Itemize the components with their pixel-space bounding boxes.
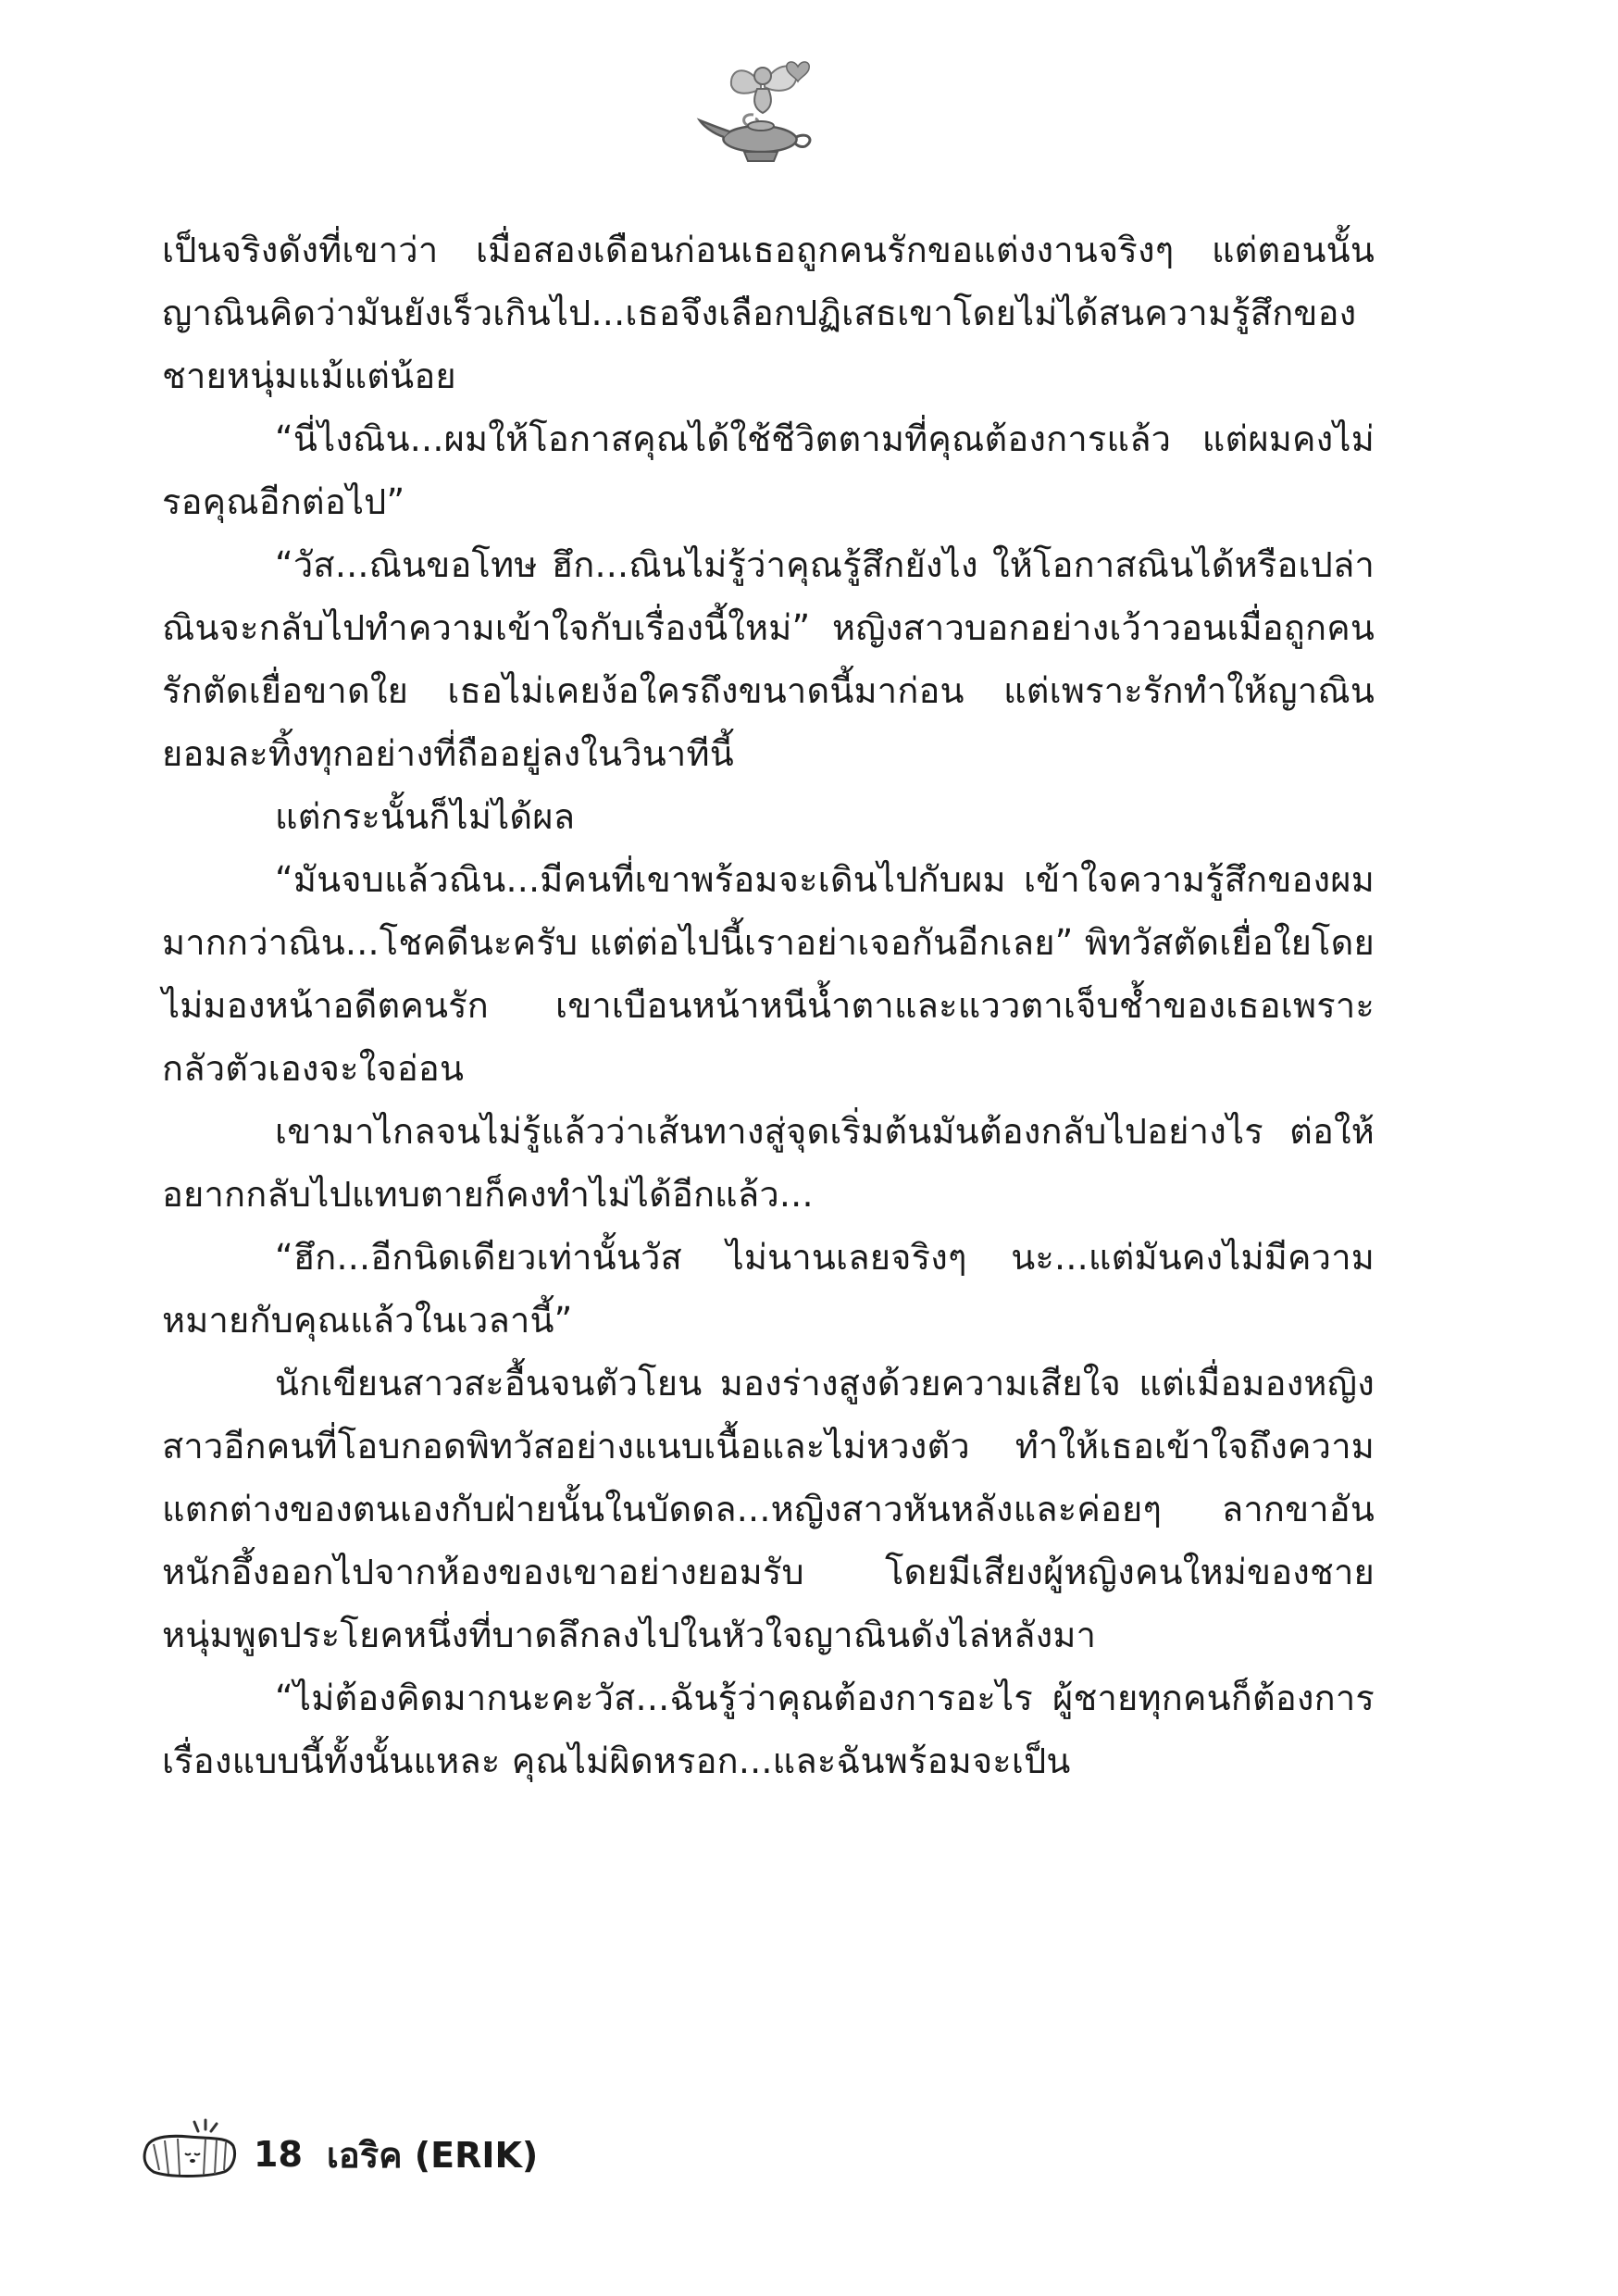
paragraph: “มันจบแล้วณิน...มีคนที่เขาพร้อมจะเดินไปกับผม เข้าใจความรู้สึกของผมมากกว่าณิน...โชคดีนะครับ แต่ต่อไปนี้เราอย่าเจอกันอีกเลย” พิทวัสตัดเยื่อใยโดยไม่มองหน้าอดีตคนรัก เขาเบือนหน้าหนีน้ำตาและแววตาเจ็บช้ำของเธอเพราะกลัวตัวเองจะใจอ่อน bbox=[162, 859, 1375, 1089]
page-footer bbox=[141, 2115, 538, 2180]
page-number: 18 bbox=[254, 2134, 303, 2175]
book-title: เอริค (ERIK) bbox=[326, 2134, 539, 2176]
paragraph: เป็นจริงดังที่เขาว่า เมื่อสองเดือนก่อนเธอถูกคนรักขอแต่งงานจริงๆ แต่ตอนนั้นญาณินคิดว่ามันยังเร็วเกินไป...เธอจึงเลือกปฏิเสธเขาโดยไม่ได้สนความรู้สึกของชายหนุ่มแม้แต่น้อย bbox=[162, 230, 1375, 396]
paragraph: “นี่ไงณิน...ผมให้โอกาสคุณได้ใช้ชีวิตตามที่คุณต้องการแล้ว แต่ผมคงไม่รอคุณอีกต่อไป” bbox=[162, 418, 1375, 522]
genie-lamp-icon bbox=[696, 48, 826, 168]
paragraph: นักเขียนสาวสะอื้นจนตัวโยน มองร่างสูงด้วยความเสียใจ แต่เมื่อมองหญิงสาวอีกคนที่โอบกอดพิทวัสอย่างแนบเนื้อและไม่หวงตัว ทำให้เธอเข้าใจถึงความแตกต่างของตนเองกับฝ่ายนั้นในบัดดล...หญิงสาวหันหลังและค่อยๆ ลากขาอันหนักอึ้งออกไปจากห้องของเขาอย่างยอมรับ โดยมีเสียงผู้หญิงคนใหม่ของชายหนุ่มพูดประโยคหนึ่งที่บาดลึกลงไปในหัวใจญาณินดังไล่หลังมา bbox=[162, 1363, 1375, 1655]
body-text bbox=[162, 218, 1375, 1792]
paragraph: “วัส...ณินขอโทษ ฮึก...ณินไม่รู้ว่าคุณรู้สึกยังไง ให้โอกาสณินได้หรือเปล่า ณินจะกลับไปทำความเข้าใจกับเรื่องนี้ใหม่” หญิงสาวบอกอย่างเว้าวอนเมื่อถูกคนรักตัดเยื่อขาดใย เธอไม่เคยง้อใครถึงขนาดนี้มาก่อน แต่เพราะรักทำให้ญาณินยอมละทิ้งทุกอย่างที่ถืออยู่ลงในวินาทีนี้ bbox=[162, 544, 1375, 774]
pillow-icon bbox=[141, 2116, 241, 2179]
paragraph: “ฮึก...อีกนิดเดียวเท่านั้นวัส ไม่นานเลยจริงๆ นะ...แต่มันคงไม่มีความหมายกับคุณแล้วในเวลานี้” bbox=[162, 1237, 1375, 1341]
paragraph: เขามาไกลจนไม่รู้แล้วว่าเส้นทางสู่จุดเริ่มต้นมันต้องกลับไปอย่างไร ต่อให้อยากกลับไปแทบตายก็คงทำไม่ได้อีกแล้ว... bbox=[162, 1111, 1375, 1215]
paragraph: แต่กระนั้นก็ไม่ได้ผล bbox=[275, 796, 576, 837]
paragraph: “ไม่ต้องคิดมากนะคะวัส...ฉันรู้ว่าคุณต้องการอะไร ผู้ชายทุกคนก็ต้องการเรื่องแบบนี้ทั้งนั้นแหละ คุณไม่ผิดหรอก...และฉันพร้อมจะเป็น bbox=[162, 1678, 1375, 1781]
